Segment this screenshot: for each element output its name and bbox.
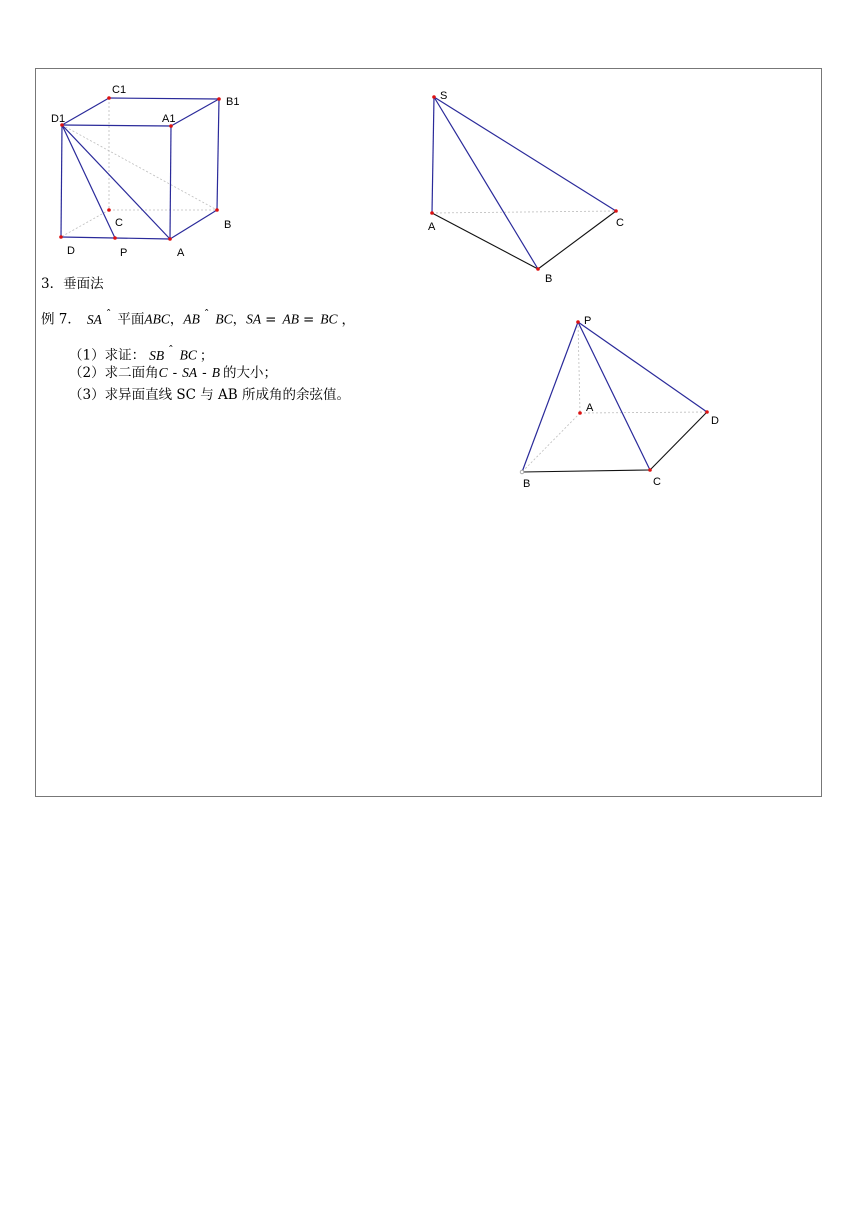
stmt-SA2: SA bbox=[246, 311, 262, 327]
q2-dash1: - bbox=[172, 365, 178, 381]
perp-symbol: ˆ bbox=[203, 308, 210, 321]
tetra-points bbox=[430, 95, 618, 271]
tetra-label-S: S bbox=[440, 90, 448, 102]
pyramid-edges bbox=[522, 322, 707, 472]
q2-C: C bbox=[158, 365, 168, 380]
prism-label-B1: B1 bbox=[226, 96, 240, 108]
q2-prefix: （2）求二面角 bbox=[69, 365, 159, 381]
stmt-comma2: ， bbox=[232, 311, 247, 328]
stmt-BC: BC bbox=[215, 311, 233, 327]
prism-label-D: D bbox=[67, 245, 75, 257]
prism-label-B: B bbox=[224, 219, 232, 231]
prism-label-D1: D1 bbox=[51, 113, 66, 125]
perp-symbol: ˆ bbox=[168, 344, 174, 357]
example-statement bbox=[41, 306, 355, 329]
q1-BC: BC bbox=[179, 347, 197, 363]
stmt-ABC: ABC bbox=[144, 311, 170, 327]
tetra-label-B: B bbox=[545, 273, 553, 285]
prism-label-P: P bbox=[120, 247, 128, 259]
perp-symbol: ˆ bbox=[105, 308, 112, 321]
prism-label-C: C bbox=[115, 217, 123, 229]
q2-dash2: - bbox=[202, 365, 207, 381]
question-3: （3）求异面直线 SC 与 AB 所成角的余弦值。 bbox=[69, 387, 351, 403]
stmt-AB2: AB bbox=[282, 311, 299, 327]
question-2 bbox=[69, 364, 277, 382]
tetra-hidden-edge bbox=[432, 211, 616, 213]
stmt-AB: AB bbox=[183, 311, 200, 327]
q2-SA: SA bbox=[182, 365, 198, 380]
q1-prefix: （1）求证： bbox=[69, 347, 146, 364]
pyramid-label-P: P bbox=[584, 315, 592, 327]
q2-end: 的大小； bbox=[222, 365, 277, 381]
stmt-BC2: BC bbox=[320, 311, 338, 327]
q1-SB: SB bbox=[149, 347, 165, 363]
tetra-edges bbox=[432, 97, 616, 269]
equals-sign: = bbox=[265, 311, 277, 328]
pyramid-label-A: A bbox=[586, 402, 594, 414]
prism-label-A: A bbox=[177, 247, 185, 259]
stmt-comma3: ， bbox=[341, 311, 356, 328]
stmt-comma1: ， bbox=[169, 311, 184, 328]
equals-sign: = bbox=[302, 311, 315, 328]
prism-label-A1: A1 bbox=[162, 113, 176, 125]
stmt-plane: 平面 bbox=[117, 311, 145, 328]
tetra-label-A: A bbox=[428, 221, 436, 233]
question-1 bbox=[69, 342, 213, 365]
q1-end: ； bbox=[199, 347, 214, 364]
q2-B: B bbox=[211, 365, 220, 380]
pyramid-label-C: C bbox=[653, 476, 661, 488]
prism-label-C1: C1 bbox=[112, 84, 127, 96]
tetra-label-C: C bbox=[616, 217, 624, 229]
section-title: 3．垂面法 bbox=[41, 276, 104, 292]
pyramid-label-D: D bbox=[711, 415, 719, 427]
pyramid-figure bbox=[0, 300, 860, 520]
tetra-figure bbox=[0, 0, 860, 300]
stmt-SA: SA bbox=[86, 311, 102, 327]
pyramid-label-B: B bbox=[523, 478, 531, 490]
example-prefix: 例 7． bbox=[41, 311, 81, 328]
